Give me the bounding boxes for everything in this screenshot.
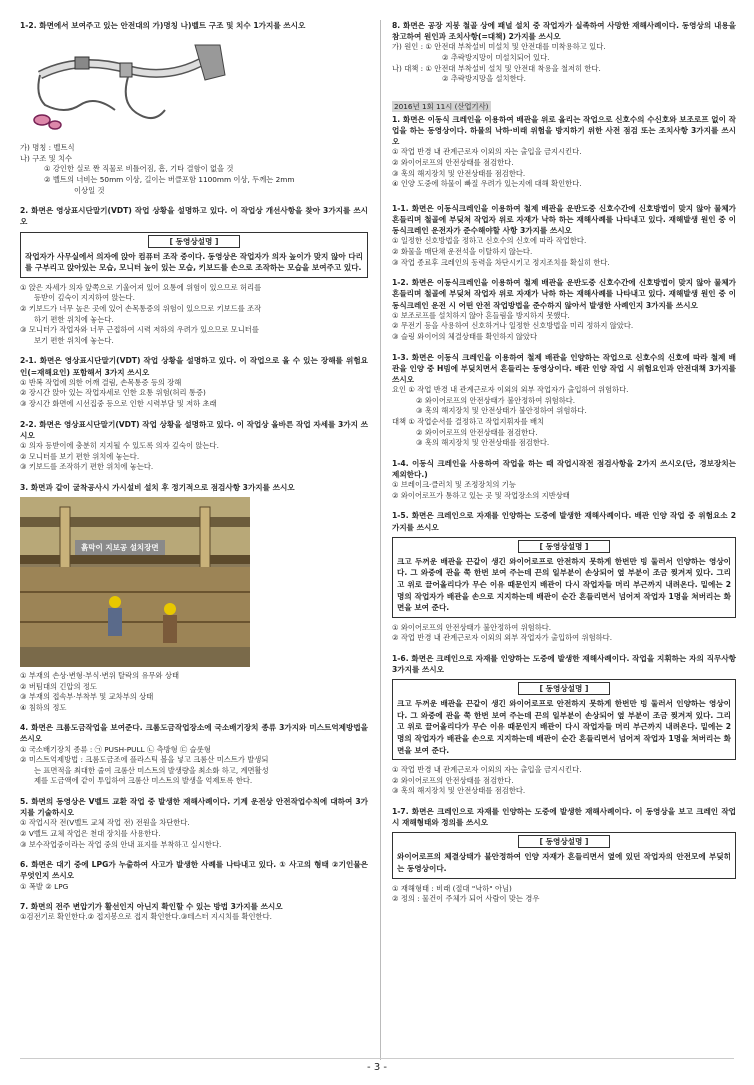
question-r1-6-title: 1-6. 화면은 크레인으로 자재를 인양하는 도중에 발생한 재해사례이다. 작업을 지휘하는 자의 직무사항 3가지를 쓰시오 xyxy=(392,653,736,675)
q22-answer-3: ③ 키보드를 조작하기 편한 위치에 놓는다. xyxy=(20,462,154,472)
q12-answer-5: 이상일 것 xyxy=(74,185,105,195)
video-description-box xyxy=(392,537,736,618)
q12-answer-2: 나) 구조 및 치수 xyxy=(20,153,73,163)
question-8-title: 8. 화면은 공장 지붕 철골 상에 패널 설치 중 작업자가 실족하여 사망한 재해사례이다. 동영상의 내용을 참고하여 원인과 조치사항(=대책) 2가지를 쓰시오 xyxy=(392,21,736,42)
q4-answer-1: ① 국소배기장치 종류 : ㉠ PUSH-PULL ㉡ 측방형 ㉢ 슬롯형 xyxy=(20,744,211,754)
q6-answer-1: ① 폭발 ② LPG xyxy=(20,881,69,891)
q8-answer-2: ② 추락방지망이 미설치되어 있다. xyxy=(442,53,550,62)
question-r1-4-title: 1-4. 이동식 크레인을 사용하여 작업을 하는 때 작업시작전 점검사항을 2가지 쓰시오(단, 경보장치는 제외한다.) xyxy=(392,458,736,479)
q4-answer-2c: 제를 도금액에 같이 투입하여 크롬산 미스트의 발생을 억제토록 한다. xyxy=(34,776,253,786)
box-body: 크고 두꺼운 배관을 끈같이 생긴 와이어로프로 안전하지 못하게 한번만 빙 둘러서 인양하는 영상이다. 그 와중에 관을 쭉 한번 보여 주는데 끈의 일부분이 손상되어 옆 부분이 조금 찢겨져 있다. 그리고 위로 끌어올리다가 무슨 이유 때문인지 배관이 다시 작업자들 머리 부근까지 내려온다. 밑에는 2명의 작업자가 배관을 손으로 지지하는데 배관이 순간 흔들리면서 넘어져 작업자 1명을 쳐버리는 화면을 보여 준다. xyxy=(397,556,731,613)
r13-answer-4: 대책 ① 작업순서를 결정하고 작업지휘자를 배치 xyxy=(392,416,545,426)
column-divider xyxy=(380,20,381,1060)
q8-answer-1: 가) 원인 : ① 안전대 부착설비 미설치 및 안전대를 미착용하고 있다. xyxy=(392,42,606,52)
r11-answer-2: ② 화물을 매단채 운전석을 이탈하지 않는다. xyxy=(392,246,533,256)
question-r1-2-title: 1-2. 화면은 이동식크레인을 이용하여 철제 배관을 운반도중 신호수간에 신호방법이 맞지 않아 물체가 흔들리며 철골에 부딪쳐 작업자 위로 자재가 낙하 하는 재해사례를 나타내고 있다. 재해발생 원인 중 이동식크레인 운전 시 어떤 안전 작업방법을 준수하지 않아서 발생한 사례인지 3가지를 쓰시오 xyxy=(392,278,736,310)
q2-answer-1b: 등받이 깊숙이 지지하여 앉는다. xyxy=(34,293,135,303)
video-description-box xyxy=(20,232,368,278)
q8-answer-4: ② 추락방지망을 설치한다. xyxy=(442,74,526,84)
right-column xyxy=(392,20,736,905)
q22-answer-2: ② 모니터를 보기 편한 위치에 놓는다. xyxy=(20,451,140,461)
q2-answer-3b: 보기 편한 위치에 놓는다. xyxy=(34,335,114,345)
box-title: [ 동영상설명 ] xyxy=(518,540,610,553)
q21-answer-3: ③ 장시간 화면에 시선집중 등으로 인한 시력부담 및 저하 초래 xyxy=(20,398,217,408)
excavation-image xyxy=(20,497,250,667)
box-body: 와이어로프의 체결상태가 불안정하여 인양 자재가 흔들리면서 옆에 있던 작업자의 안전모에 부딪히는 동영상이다. xyxy=(397,852,731,874)
r16-answer-3: ③ 훅의 해지장치 및 안전상태를 점검한다. xyxy=(392,786,526,796)
r13-answer-6: ③ 훅의 해지장치 및 안전상태를 점검한다. xyxy=(416,438,550,448)
r11-answer-3: ③ 작업 종료후 크레인의 동력을 차단시키고 정지조치를 확실히 한다. xyxy=(392,257,610,267)
r12-answer-3: ③ 슬링 와이어의 체결상태를 확인하지 않았다 xyxy=(392,331,538,341)
q8-answer-3: 나) 대책 : ① 안전대 부착설비 설치 및 안전대 착용을 철저히 한다. xyxy=(392,63,601,73)
r15-answer-1: ① 와이어로프의 안전상태가 불안정하여 위험하다. xyxy=(392,622,552,632)
video-description-box xyxy=(392,679,736,760)
question-r1-title: 1. 화면은 이동식 크레인을 이용하여 배관을 위로 올리는 작업으로 신호수의 수신호와 보조로프 없이 작업을 하는 동영상이다. 하물의 낙하·비래 위험을 방지하기 위한 사전 점검 또는 조치사항 3가지를 쓰시오 xyxy=(392,114,736,147)
r15-answer-2: ② 작업 반경 내 관계근로자 이외의 외부 작업자가 출입하여 위험하다. xyxy=(392,633,613,643)
question-7-title: 7. 화면의 전주 변압기가 활선인지 아닌지 확인할 수 있는 방법 3가지를 쓰시오 xyxy=(20,902,283,912)
box-title: [ 동영상설명 ] xyxy=(518,682,610,695)
q21-answer-2: ② 장시간 앉아 있는 작업자세로 인한 요통 위험(허리 통증) xyxy=(20,388,206,398)
q5-answer-2: ② V벨트 교체 작업은 천대 장치를 사용한다. xyxy=(20,829,161,839)
question-r1-7-title: 1-7. 화면은 크레인으로 자재를 인양하는 도중에 발생한 재해사례이다. 이 동영상을 보고 크레인 작업시 재해형태와 정의를 쓰시오 xyxy=(392,807,736,828)
r16-answer-2: ② 와이어로프의 안전상태를 점검한다. xyxy=(392,775,514,785)
video-description-box xyxy=(392,832,736,878)
q4-answer-2: ② 미스트억제방법 : 크롬도금조에 플라스틱 볼을 넣고 크롬산 미스트가 발생되 xyxy=(20,755,269,765)
q12-answer-1: 가) 명칭 : 벨트식 xyxy=(20,143,75,153)
left-column xyxy=(20,20,368,923)
question-3-title: 3. 화면과 같이 굴착공사시 가시설비 설치 후 정기적으로 점검사항 3가지를 쓰시오 xyxy=(20,482,295,492)
q2-answer-1: ① 앉은 자세가 의자 앞쪽으로 기울어져 있어 요통에 위험이 있으므로 허리를 xyxy=(20,282,262,292)
q22-answer-1: ① 의자 등받이에 충분히 지지될 수 있도록 의자 깊숙이 앉는다. xyxy=(20,440,219,450)
r16-answer-1: ① 작업 반경 내 관계근로자 이외의 자는 출입을 금지시킨다. xyxy=(392,765,582,775)
r13-answer-3: ③ 훅의 해지장치 및 안전상태가 불안정하여 위험하다. xyxy=(416,406,587,416)
r1-answer-4: ④ 인양 도중에 하물이 빠질 우려가 있는지에 대해 확인한다. xyxy=(392,179,582,189)
box-title: [ 동영상설명 ] xyxy=(518,835,610,848)
q3-answer-3: ③ 부재의 접속부·부착부 및 교차부의 상태 xyxy=(20,692,154,702)
q3-answer-2: ② 버팀대의 긴압의 정도 xyxy=(20,681,97,691)
r1-answer-1: ① 작업 반경 내 관계근로자 이외의 자는 출입을 금지시킨다. xyxy=(392,147,582,157)
box-title: [ 동영상설명 ] xyxy=(148,235,240,248)
r11-answer-1: ① 일정한 신호방법을 정하고 신호수의 신호에 따라 작업한다. xyxy=(392,236,587,246)
question-r1-5-title: 1-5. 화면은 크레인으로 자재를 인양하는 도중에 발생한 재해사례이다. 배관 인양 작업 중 위험요소 2가지를 쓰시오 xyxy=(392,511,736,532)
r17-answer-2: ② 정의 : 물건이 주체가 되어 사람이 맞는 경우 xyxy=(392,894,540,904)
question-1-2-title: 1-2. 화면에서 보여주고 있는 안전대의 가)명칭 나)벨트 구조 및 치수 1가지를 쓰시오 xyxy=(20,21,306,30)
q2-answer-2b: 하기 편한 위치에 놓는다. xyxy=(34,314,114,324)
question-r1-3-title: 1-3. 화면은 이동식 크레인을 이용하여 철제 배관을 인양하는 작업으로 신호수의 신호에 따라 철제 배관을 인양 중 H빔에 부딪치면서 흔들리는 동영상이다. 배관 인양 작업 시 위험요인과 안전대책 3가지를 쓰시오 xyxy=(392,352,736,384)
q21-answer-1: ① 반복 작업에 의한 어깨 결림, 손목통증 등의 장해 xyxy=(20,377,182,387)
r1-answer-3: ③ 훅의 해지장치 및 안전상태를 점검한다. xyxy=(392,168,526,178)
q2-answer-2: ② 키보드가 너무 높은 곳에 있어 손목통증의 위험이 있으므로 키보드를 조작 xyxy=(20,303,262,313)
q5-answer-1: ① 작업시작 전(V벨트 교체 작업 전) 전원을 차단한다. xyxy=(20,818,190,828)
r13-answer-5: ② 와이어로프의 안전상태를 점검한다. xyxy=(416,427,538,437)
question-2-2-title: 2-2. 화면은 영상표시단말기(VDT) 작업 상황을 설명하고 있다. 이 작업상 올바른 작업 자세를 3가지 쓰시오 xyxy=(20,419,368,440)
safety-belt-image xyxy=(20,35,368,139)
r12-answer-1: ① 보조로프를 설치하지 않아 흔들림을 방지하지 못했다. xyxy=(392,310,570,320)
r14-answer-2: ② 와이어로프가 통하고 있는 곳 및 작업장소의 지반상태 xyxy=(392,490,570,500)
r14-answer-1: ① 브레이크·클러치 및 조정장치의 기능 xyxy=(392,480,516,490)
image-caption: 흙막이 지보공 설치장면 xyxy=(75,540,165,555)
question-4-title: 4. 화면은 크롬도금작업을 보여준다. 크롬도금작업장소에 국소배기장치 종류 3가지와 미스트억제방법을 쓰시오 xyxy=(20,723,368,744)
question-2-1-title: 2-1. 화면은 영상표시단말기(VDT) 작업 상황을 설명하고 있다. 이 작업으로 올 수 있는 장해를 위험요인(=재해요인) 포함해서 3가지 쓰시오 xyxy=(20,356,368,377)
q12-answer-4: ② 벨트의 너비는 50mm 이상, 길이는 버클포함 1100mm 이상, 두께는 2mm xyxy=(44,174,295,184)
q3-answer-4: ④ 침하의 정도 xyxy=(20,702,67,712)
r13-answer-2: ② 와이어로프의 안전상태가 불안정하여 위험하다. xyxy=(416,395,576,405)
question-r1-1-title: 1-1. 화면은 이동식크레인을 이용하여 철제 배관을 운반도중 신호수간에 신호방법이 맞지 않아 물체가 흔들리며 철골에 부딪쳐 작업자 위로 자재가 낙하 하는 재해사례를 나타내고 있다. 재해발생 원인 중 이동식크레인 운전자가 준수해야할 사항 3가지를 쓰시오 xyxy=(392,203,736,236)
q7-answer-1: ①검전기로 확인한다.② 접지봉으로 접지 확인한다.③테스터 지시치를 확인한다. xyxy=(20,912,272,922)
box-body: 작업자가 사무실에서 의자에 앉아 컴퓨터 조작 중이다. 동영상은 작업자가 의자 높이가 맞지 않아 다리를 구부리고 앉아있는 모습, 모니터 높이 있는 모습, 키보드를 손으로 조작하는 모습을 보여주고 있다. xyxy=(25,251,364,273)
footer-rule xyxy=(20,1058,734,1059)
r1-answer-2: ② 와이어로프의 안전상태를 점검한다. xyxy=(392,157,514,167)
q12-answer-3: ① 강인한 실로 짠 직물로 비틀어짐, 흠, 기타 결함이 없을 것 xyxy=(44,164,234,174)
q4-answer-2b: 는 표면적을 최대한 줄여 크롬산 미스트의 발생량을 최소화 하고, 계면활성 xyxy=(34,765,269,775)
exam-date-label: 2016년 1회 11시 (산업기사) xyxy=(394,101,489,111)
question-5-title: 5. 화면의 동영상은 V벨트 교환 작업 중 발생한 재해사례이다. 기계 운전상 안전작업수칙에 대하여 3가지를 기술하시오 xyxy=(20,797,368,818)
q3-answer-1: ① 부재의 손상·변형·부식·변위 탈락의 유무와 상태 xyxy=(20,670,180,680)
q5-answer-3: ③ 보수작업중이라는 작업 중의 안내 표지를 부착하고 실시한다. xyxy=(20,839,222,849)
box-body: 크고 두꺼운 배관을 끈같이 생긴 와이어로프로 안전하지 못하게 한번만 빙 둘러서 인양하는 영상이다. 그 와중에 관을 쭉 한번 보여 주는데 끈의 일부분이 손상되어 옆 부분이 조금 찢겨져 있다. 그리고 위로 끌어올리다가 무슨 이유 때문인지 배관이 다시 작업자들 머리 부근까지 내려온다. 밑에는 2명의 작업자가 배관을 손으로 지지하는데 배관이 순간 흔들리면서 넘어져 작업자 1명을 쳐버리는 화면을 보여 준다. xyxy=(397,699,731,755)
r17-answer-1: ① 재해형태 : 비래 (절대 "낙하" 아님) xyxy=(392,883,512,893)
page-number: - 3 - xyxy=(367,1062,387,1073)
r12-answer-2: ② 무전기 등을 사용하여 신호하거나 일정한 신호방법을 미리 정하지 않았다. xyxy=(392,321,634,331)
question-6-title: 6. 화면은 대기 중에 LPG가 누출하여 사고가 발생한 사례를 나타내고 있다. ① 사고의 형태 ②기인물은 무엇인지 쓰시오 xyxy=(20,860,368,881)
r13-answer-1: 요인 ① 작업 반경 내 관계근로자 이외의 외부 작업자가 출입하여 위험하다. xyxy=(392,385,629,395)
question-2-title: 2. 화면은 영상표시단말기(VDT) 작업 상황을 설명하고 있다. 이 작업상 개선사항을 찾아 3가지를 쓰시오 xyxy=(20,206,368,227)
q2-answer-3: ③ 모니터가 작업자와 너무 근접하여 시력 저하의 우려가 있으므로 모니터를 xyxy=(20,325,259,335)
